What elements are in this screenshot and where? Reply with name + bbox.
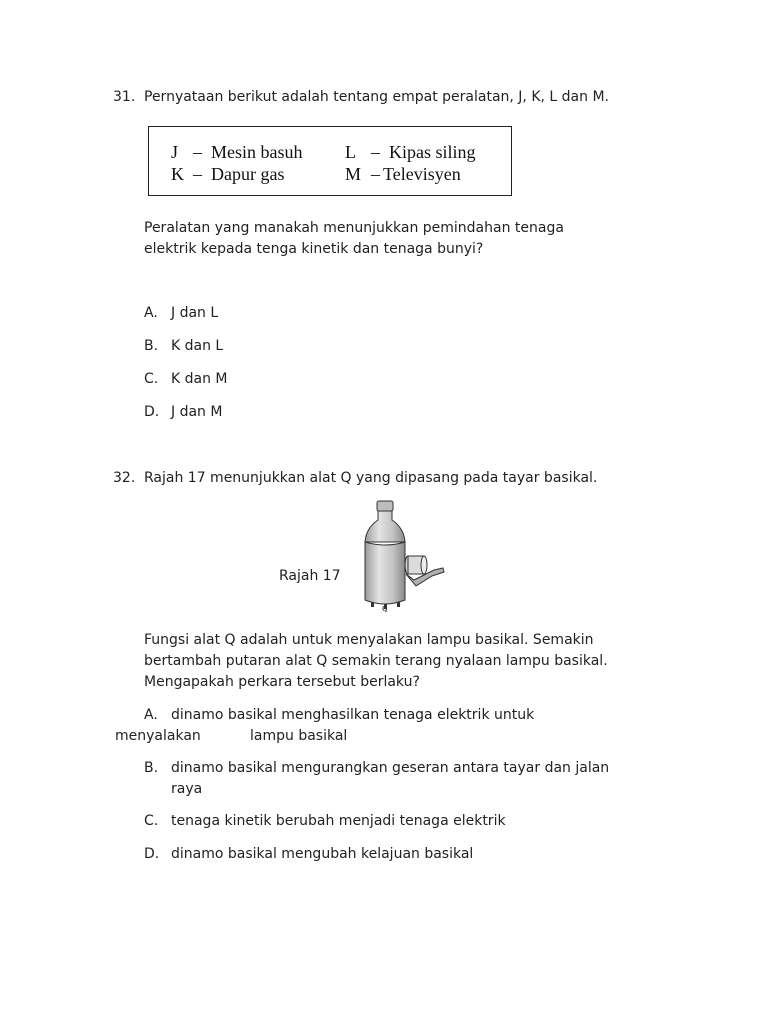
table-name-l: Kipas siling: [389, 142, 476, 162]
table-letter-k: K: [171, 164, 184, 184]
option-31-a-text: J dan L: [171, 305, 219, 321]
option-32-c-letter: C.: [144, 813, 159, 829]
question-31-prompt-line-2: elektrik kepada tenga kinetik dan tenaga bunyi?: [144, 241, 484, 257]
option-31-a-letter: A.: [144, 305, 158, 321]
question-31-stem: Pernyataan berikut adalah tentang empat peralatan, J, K, L dan M.: [144, 89, 609, 105]
dynamo-body: [365, 542, 405, 604]
question-32-prompt: [144, 630, 608, 693]
option-32-a-text-line-2b: lampu basikal: [250, 728, 348, 744]
option-32-a-text-line-1: dinamo basikal menghasilkan tenaga elektrik untuk: [171, 707, 535, 723]
table-letter-j: J: [171, 142, 179, 162]
appliance-table: [148, 126, 512, 196]
question-31-number: 31.: [113, 89, 136, 105]
option-32-a-text-line-2a: menyalakan: [115, 728, 201, 744]
table-dash-k: –: [193, 164, 202, 184]
option-31-d-text: J dan M: [171, 404, 223, 420]
option-31-b-text: K dan L: [171, 338, 224, 354]
question-32-prompt-line-2: bertambah putaran alat Q semakin terang nyalaan lampu basikal.: [144, 653, 608, 669]
table-dash-m: –: [371, 164, 380, 184]
option-32-b-text-line-2: raya: [171, 781, 203, 797]
question-31-prompt: [144, 218, 564, 260]
table-dash-j: –: [193, 142, 202, 162]
figure-label: Rajah 17: [279, 568, 341, 584]
option-32-c-text: tenaga kinetik berubah menjadi tenaga elektrik: [171, 813, 506, 829]
table-name-k: Dapur gas: [211, 164, 285, 184]
figure-caption-q: Q: [382, 605, 388, 613]
table-name-m: Televisyen: [383, 164, 461, 184]
question-32-stem: Rajah 17 menunjukkan alat Q yang dipasang pada tayar basikal.: [144, 470, 598, 486]
question-32-prompt-line-3: Mengapakah perkara tersebut berlaku?: [144, 674, 420, 690]
question-31-prompt-line-1: Peralatan yang manakah menunjukkan pemindahan tenaga: [144, 220, 564, 236]
option-32-b-text-line-1: dinamo basikal mengurangkan geseran antara tayar dan jalan: [171, 760, 610, 776]
option-32-b-letter: B.: [144, 760, 159, 776]
table-letter-m: M: [345, 164, 362, 184]
option-31-b-letter: B.: [144, 338, 159, 354]
table-dash-l: –: [371, 142, 380, 162]
question-32-number: 32.: [113, 470, 136, 486]
dynamo-cap: [377, 501, 393, 511]
option-31-c-text: K dan M: [171, 371, 228, 387]
bicycle-dynamo-figure: [356, 500, 448, 616]
option-32-a-letter: A.: [144, 707, 158, 723]
option-32-d-text: dinamo basikal mengubah kelajuan basikal: [171, 846, 474, 862]
option-31-d-letter: D.: [144, 404, 160, 420]
option-32-d-letter: D.: [144, 846, 160, 862]
table-letter-l: L: [345, 142, 356, 162]
dynamo-neck: [365, 511, 405, 542]
option-31-c-letter: C.: [144, 371, 159, 387]
table-name-j: Mesin basuh: [211, 142, 303, 162]
question-32-prompt-line-1: Fungsi alat Q adalah untuk menyalakan lampu basikal. Semakin: [144, 632, 594, 648]
